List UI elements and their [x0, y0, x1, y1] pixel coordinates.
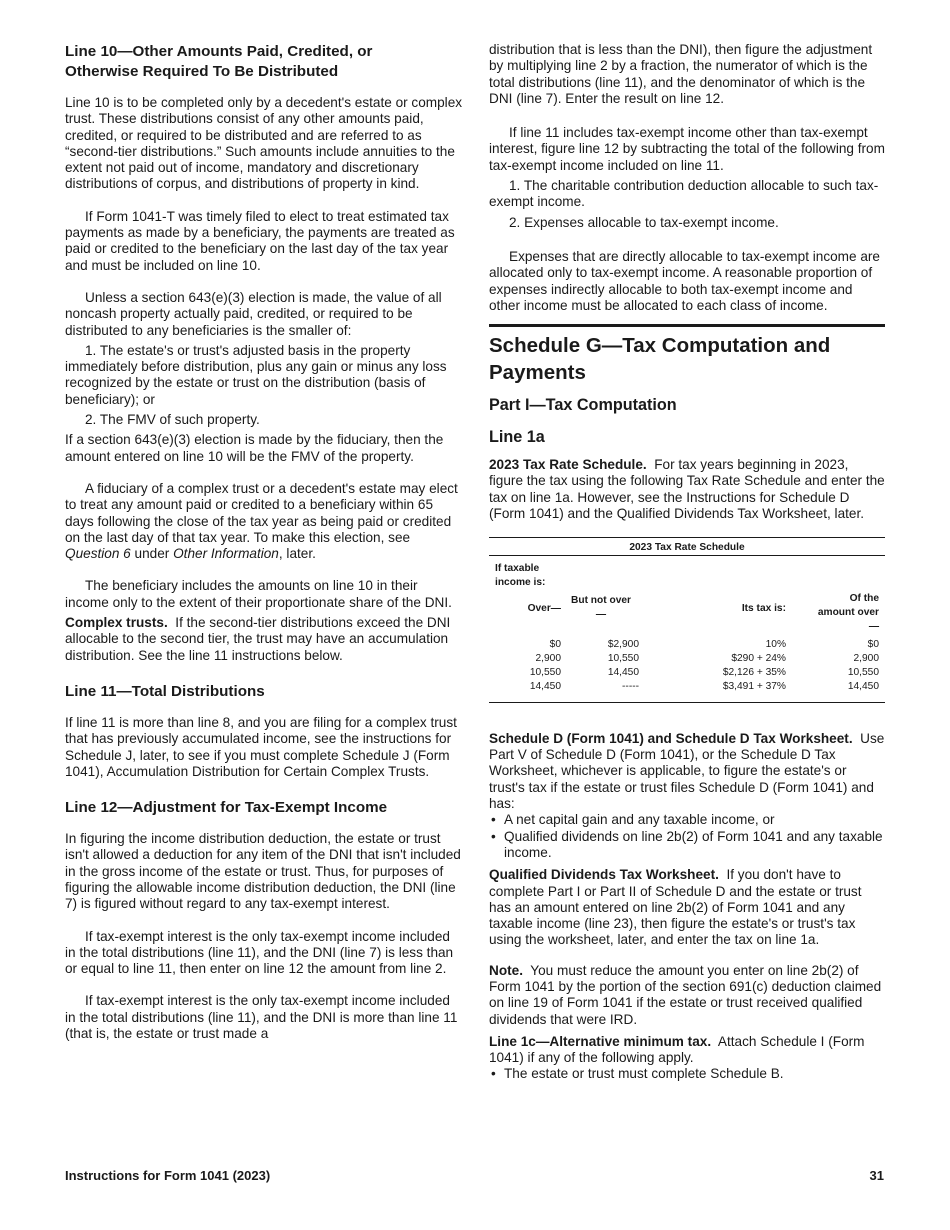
- list-item-basis: 1. The estate's or trust's adjusted basis in the property immediately before distribution, plus any gain or minus any loss recognized by the estate or trust on the distribution (basis of beneficiary); or: [65, 342, 447, 407]
- line12-paragraph-1: In figuring the income distribution deduction, the estate or trust isn't allowed a deduction for any item of the DNI that isn't included in the gross income of the estate or trust. Thus, for purposes of figuring the allowable income distribution deduction, the DNI (line 7) is figured without regard to any tax-exempt interest.: [65, 831, 461, 912]
- table-cell-tax: $290 + 24%: [731, 652, 786, 664]
- table-cell-but-not-over: -----: [622, 680, 639, 692]
- table-if-taxable-header: If taxable income is:: [495, 563, 546, 589]
- line10-paragraph-5: A fiduciary of a complex trust or a decedent's estate may elect to treat any amount paid or credited to a beneficiary within 65 days following the close of the tax year as being paid or credited on the last day of that tax year. To make this election, see Question 6 under Other Information, later.: [65, 480, 458, 562]
- list-item-fmv: 2. The FMV of such property.: [85, 412, 260, 428]
- table-header-of-amount: Of the amount over —: [817, 592, 879, 632]
- line10-paragraph-6: The beneficiary includes the amounts on line 10 in their income only to the extent of their proportionate share of the DNI.: [65, 578, 452, 610]
- table-cell-over: $0: [549, 638, 561, 650]
- table-row: [489, 652, 885, 666]
- line10-paragraph-1: Line 10 is to be completed only by a decedent's estate or complex trust. These distributions consist of any other amounts paid, credited, or required to be distributed and are referred to as “second-tier distributions.” Such amounts include annuities to the extent not paid out of income, mandatory and discretionary distributions of corpus, and distributions of property in kind.: [65, 95, 463, 192]
- table-cell-amount-over: 10,550: [847, 666, 879, 678]
- tax-rate-table: [489, 537, 885, 703]
- table-cell-over: 10,550: [529, 666, 561, 678]
- line1c-paragraph: Line 1c—Alternative minimum tax. Attach Schedule I (Form 1041) if any of the following apply.: [489, 1033, 865, 1066]
- table-row: [489, 666, 885, 680]
- list-item-charitable: 1. The charitable contribution deduction allocable to such tax-exempt income.: [489, 178, 879, 210]
- list-item-expenses: 2. Expenses allocable to tax-exempt income.: [509, 214, 779, 230]
- table-cell-amount-over: 2,900: [853, 652, 879, 664]
- table-cell-but-not-over: $2,900: [607, 638, 639, 650]
- line12-paragraph-2: If tax-exempt interest is the only tax-exempt income included in the total distributions (line 11), and the DNI (line 7) is less than or equal to line 11, then enter on line 12 the amount from line 2.: [65, 928, 454, 977]
- table-cell-tax: 10%: [765, 638, 786, 650]
- table-header-over: Over—: [527, 602, 561, 614]
- page-number: 31: [869, 1168, 884, 1183]
- line10-paragraph-2: If Form 1041-T was timely filed to elect to treat estimated tax payments as made by a beneficiary, the payments are treated as paid or credited to the beneficiary on the last day of the tax year and must be included on line 10.: [65, 208, 455, 273]
- line10-paragraph-3: Unless a section 643(e)(3) election is made, the value of all noncash property actually paid, credited, or required to be distributed to any beneficiaries is the smaller of:: [65, 289, 442, 338]
- table-cell-over: 2,900: [535, 652, 561, 664]
- left-column: [65, 42, 463, 1042]
- table-cell-tax: $2,126 + 35%: [722, 666, 786, 678]
- table-cell-tax: $3,491 + 37%: [722, 680, 786, 692]
- table-title: 2023 Tax Rate Schedule: [489, 538, 885, 556]
- table-header-but-not-over: But not over —: [571, 594, 631, 620]
- line12-continued-paragraph: distribution that is less than the DNI), then figure the adjustment by multiplying line 2 by a fraction, the numerator of which is the total distributions (line 11), and the denominator of which is the DNI (line 7). Enter the result on line 12.: [489, 42, 873, 106]
- line12-heading: Line 12—Adjustment for Tax-Exempt Income: [65, 799, 388, 817]
- expenses-paragraph: Expenses that are directly allocable to tax-exempt income are allocated only to tax-exempt income. A reasonable proportion of expenses indirectly allocable to both tax-exempt income and other income must be allocated to each class of income.: [489, 248, 880, 313]
- schedule-g-heading: Schedule G—Tax Computation and Payments: [489, 334, 831, 385]
- table-cell-amount-over: 14,450: [847, 680, 879, 692]
- line1a-heading: Line 1a: [489, 428, 545, 447]
- right-column: [489, 42, 885, 1083]
- note-paragraph: Note. You must reduce the amount you enter on line 2b(2) of Form 1041 by the portion of the section 691(c) deduction claimed on line 19 of Form 1041 if the estate or trust received qualified dividends that were IRD.: [489, 962, 882, 1027]
- line12-paragraph-3: If tax-exempt interest is the only tax-exempt income included in the total distributions (line 11), and the DNI is more than line 11 (that is, the estate or trust made a: [65, 993, 458, 1042]
- bullet-net-capital-gain: • A net capital gain and any taxable income, or: [489, 812, 885, 828]
- bullet-schedule-b: • The estate or trust must complete Schedule B.: [489, 1066, 885, 1082]
- footer-form-title: Instructions for Form 1041 (2023): [65, 1168, 271, 1183]
- table-row: [489, 680, 885, 703]
- schedule-d-paragraph: Schedule D (Form 1041) and Schedule D Tax Worksheet. Use Part V of Schedule D (Form 1041), or the Schedule D Tax Worksheet, whichever is applicable, to figure the estate's or trust's tax if the estate or trust files Schedule D (Form 1041) and has:: [489, 730, 885, 812]
- table-row: [489, 638, 885, 652]
- line12-other-exempt-paragraph: If line 11 includes tax-exempt income other than tax-exempt interest, figure line 12 by subtracting the total of the following from tax-exempt income included on line 11.: [489, 125, 885, 173]
- section-divider: [489, 324, 885, 327]
- table-header-its-tax: Its tax is:: [741, 602, 786, 614]
- complex-trusts-paragraph: Complex trusts. If the second-tier distributions exceed the DNI allocable to the second tier, the trust may have an accumulation distribution. See the line 11 instructions below.: [65, 615, 451, 663]
- line10-heading: Line 10—Other Amounts Paid, Credited, or Otherwise Required To Be Distributed: [65, 43, 373, 80]
- table-cell-but-not-over: 14,450: [607, 666, 639, 678]
- table-cell-amount-over: $0: [867, 638, 879, 650]
- line11-heading: Line 11—Total Distributions: [65, 682, 265, 700]
- qualified-dividends-paragraph: Qualified Dividends Tax Worksheet. If you don't have to complete Part I or Part II of Schedule D and the estate or trust has an amount entered on line 2b(2) of Form 1041 and any taxable income (line 23), then figure the estate's or trust's tax using the worksheet, later, and enter the tax on line 1a.: [489, 867, 862, 948]
- tax-rate-schedule-paragraph: 2023 Tax Rate Schedule. For tax years beginning in 2023, figure the tax using the following Tax Rate Schedule and enter the tax on line 1a. However, see the Instructions for Schedule D (Form 1041) and the Qualified Dividends Tax Worksheet, later.: [489, 457, 885, 522]
- bullet-qualified-dividends: • Qualified dividends on line 2b(2) of Form 1041 and any taxable income.: [489, 829, 885, 862]
- line11-paragraph: If line 11 is more than line 8, and you are filing for a complex trust that has previously accumulated income, see the instructions for Schedule J, later, to see if you must complete Schedule J (Form 1041), Accumulation Distribution for Certain Complex Trusts.: [65, 714, 457, 779]
- line10-paragraph-4: If a section 643(e)(3) election is made by the fiduciary, then the amount entered on line 10 will be the FMV of the property.: [65, 432, 444, 464]
- part1-heading: Part I—Tax Computation: [489, 396, 677, 415]
- table-cell-but-not-over: 10,550: [607, 652, 639, 664]
- table-cell-over: 14,450: [529, 680, 561, 692]
